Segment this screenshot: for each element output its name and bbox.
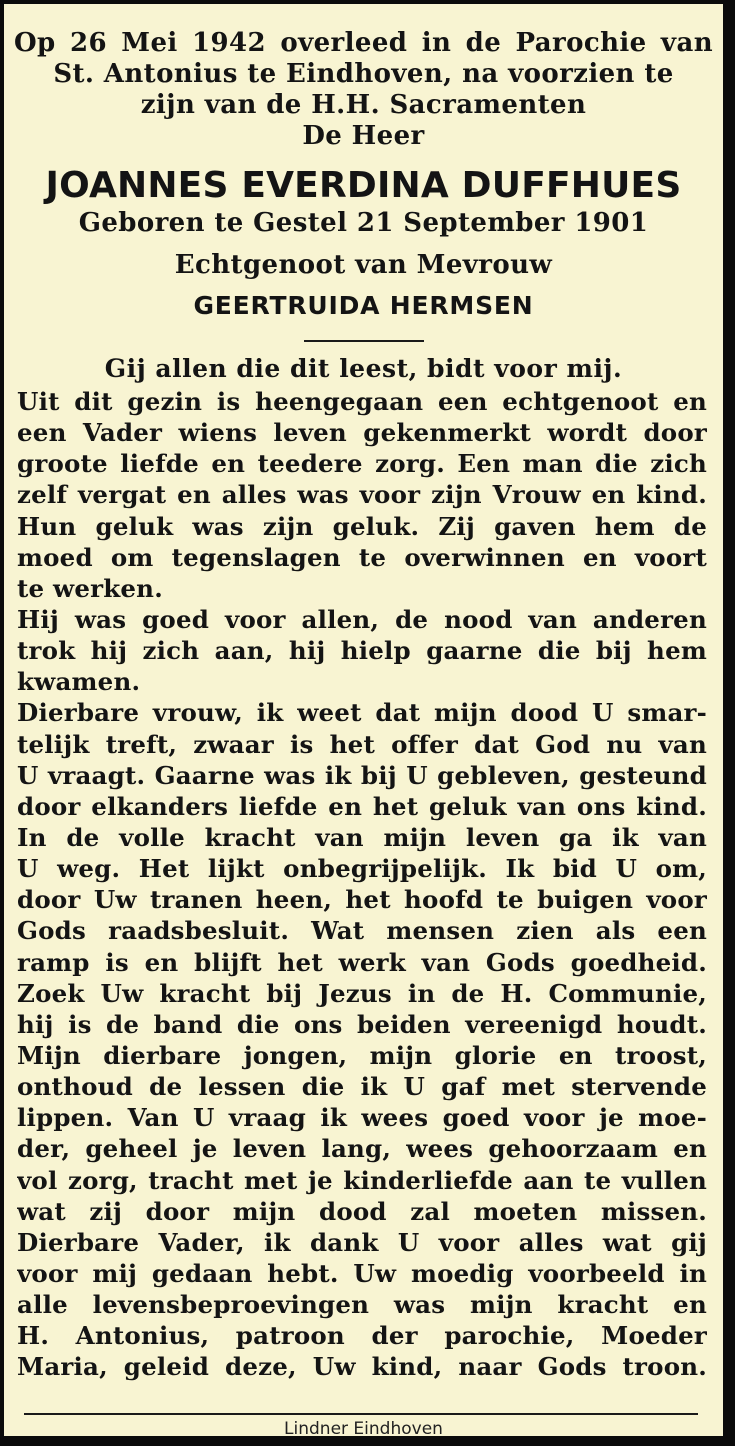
text-line: Hij was goed voor allen, de nood van anderen (17, 604, 707, 634)
intro-block (14, 28, 713, 152)
text-line: groote liefde en teedere zorg. Een man die zich (17, 449, 707, 479)
text-line: Hun geluk was zijn geluk. Zij gaven hem de (17, 511, 707, 541)
text-line: Mijn dierbare jongen, mijn glorie en troost, (17, 1040, 707, 1070)
text-line: U vraagt. Gaarne was ik bij U gebleven, gesteund (17, 760, 707, 790)
text-line: lippen. Van U vraag ik wees goed voor je moe- (17, 1103, 707, 1133)
text-line: moed om tegenslagen te overwinnen en voort (17, 542, 707, 572)
text-line: door Uw tranen heen, het hoofd te buigen voor (17, 885, 707, 915)
text-line: Uit dit gezin is heengegaan een echtgenoot en (17, 387, 707, 416)
text-line: te werken. (17, 573, 163, 603)
spouse-label: Echtgenoot van Mevrouw (174, 250, 553, 280)
spouse-name: GEERTRUIDA HERMSEN (193, 291, 534, 320)
intro-line: zijn van de H.H. Sacramenten (140, 90, 587, 120)
text-line: hij is de band die ons beiden vereenigd houdt. (17, 1009, 707, 1039)
prayer-line: Gij allen die dit leest, bidt voor mij. (104, 354, 623, 383)
card-edge (723, 0, 735, 1446)
bottom-divider (24, 1413, 698, 1415)
text-line: alle levensbeproevingen was mijn kracht en (17, 1290, 707, 1320)
text-line: onthoud de lessen die ik U gaf met stervende (17, 1072, 707, 1102)
text-line: vol zorg, tracht met je kinderliefde aan te vullen (17, 1165, 707, 1195)
text-line: Gods raadsbesluit. Wat mensen zien als een (17, 916, 707, 946)
text-line: U weg. Het lijkt onbegrijpelijk. Ik bid U om, (17, 854, 707, 884)
text-line: ramp is en blijft het werk van Gods goedheid. (17, 947, 707, 977)
text-line: H. Antonius, patroon der parochie, Moeder (17, 1321, 707, 1351)
text-line: wat zij door mijn dood zal moeten missen. (17, 1196, 707, 1226)
text-line: der, geheel je leven lang, wees gehoorzaam en (17, 1134, 707, 1164)
text-line: voor mij gedaan hebt. Uw moedig voorbeeld in (17, 1258, 707, 1288)
intro-line: Op 26 Mei 1942 overleed in de Parochie van (14, 28, 713, 58)
intro-line: De Heer (302, 121, 425, 151)
birth-line: Geboren te Gestel 21 September 1901 (78, 208, 649, 238)
text-line: Dierbare vrouw, ik weet dat mijn dood U smar- (17, 698, 707, 728)
text-line: Maria, geleid deze, Uw kind, naar Gods troon. (17, 1352, 707, 1382)
text-line: een Vader wiens leven gekenmerkt wordt door (17, 418, 707, 448)
memorial-card (4, 4, 723, 1436)
text-line: Zoek Uw kracht bij Jezus in de H. Communie, (17, 978, 707, 1008)
text-line: In de volle kracht van mijn leven ga ik van (17, 822, 707, 852)
text-line: telijk treft, zwaar is het offer dat God nu van (17, 729, 707, 759)
intro-line: St. Antonius te Eindhoven, na voorzien te (53, 59, 674, 89)
text-line: Dierbare Vader, ik dank U voor alles wat gij (17, 1227, 707, 1257)
memorial-text (17, 386, 707, 1383)
divider (304, 340, 424, 342)
text-line: kwamen. (17, 667, 141, 697)
text-line: door elkanders liefde en het geluk van ons kind. (17, 791, 707, 821)
text-line: trok hij zich aan, hij hielp gaarne die bij hem (17, 636, 707, 666)
text-line: zelf vergat en alles was voor zijn Vrouw en kind. (17, 480, 707, 510)
printer-credit: Lindner Eindhoven (284, 1419, 443, 1436)
deceased-name: JOANNES EVERDINA DUFFHUES (45, 165, 682, 206)
